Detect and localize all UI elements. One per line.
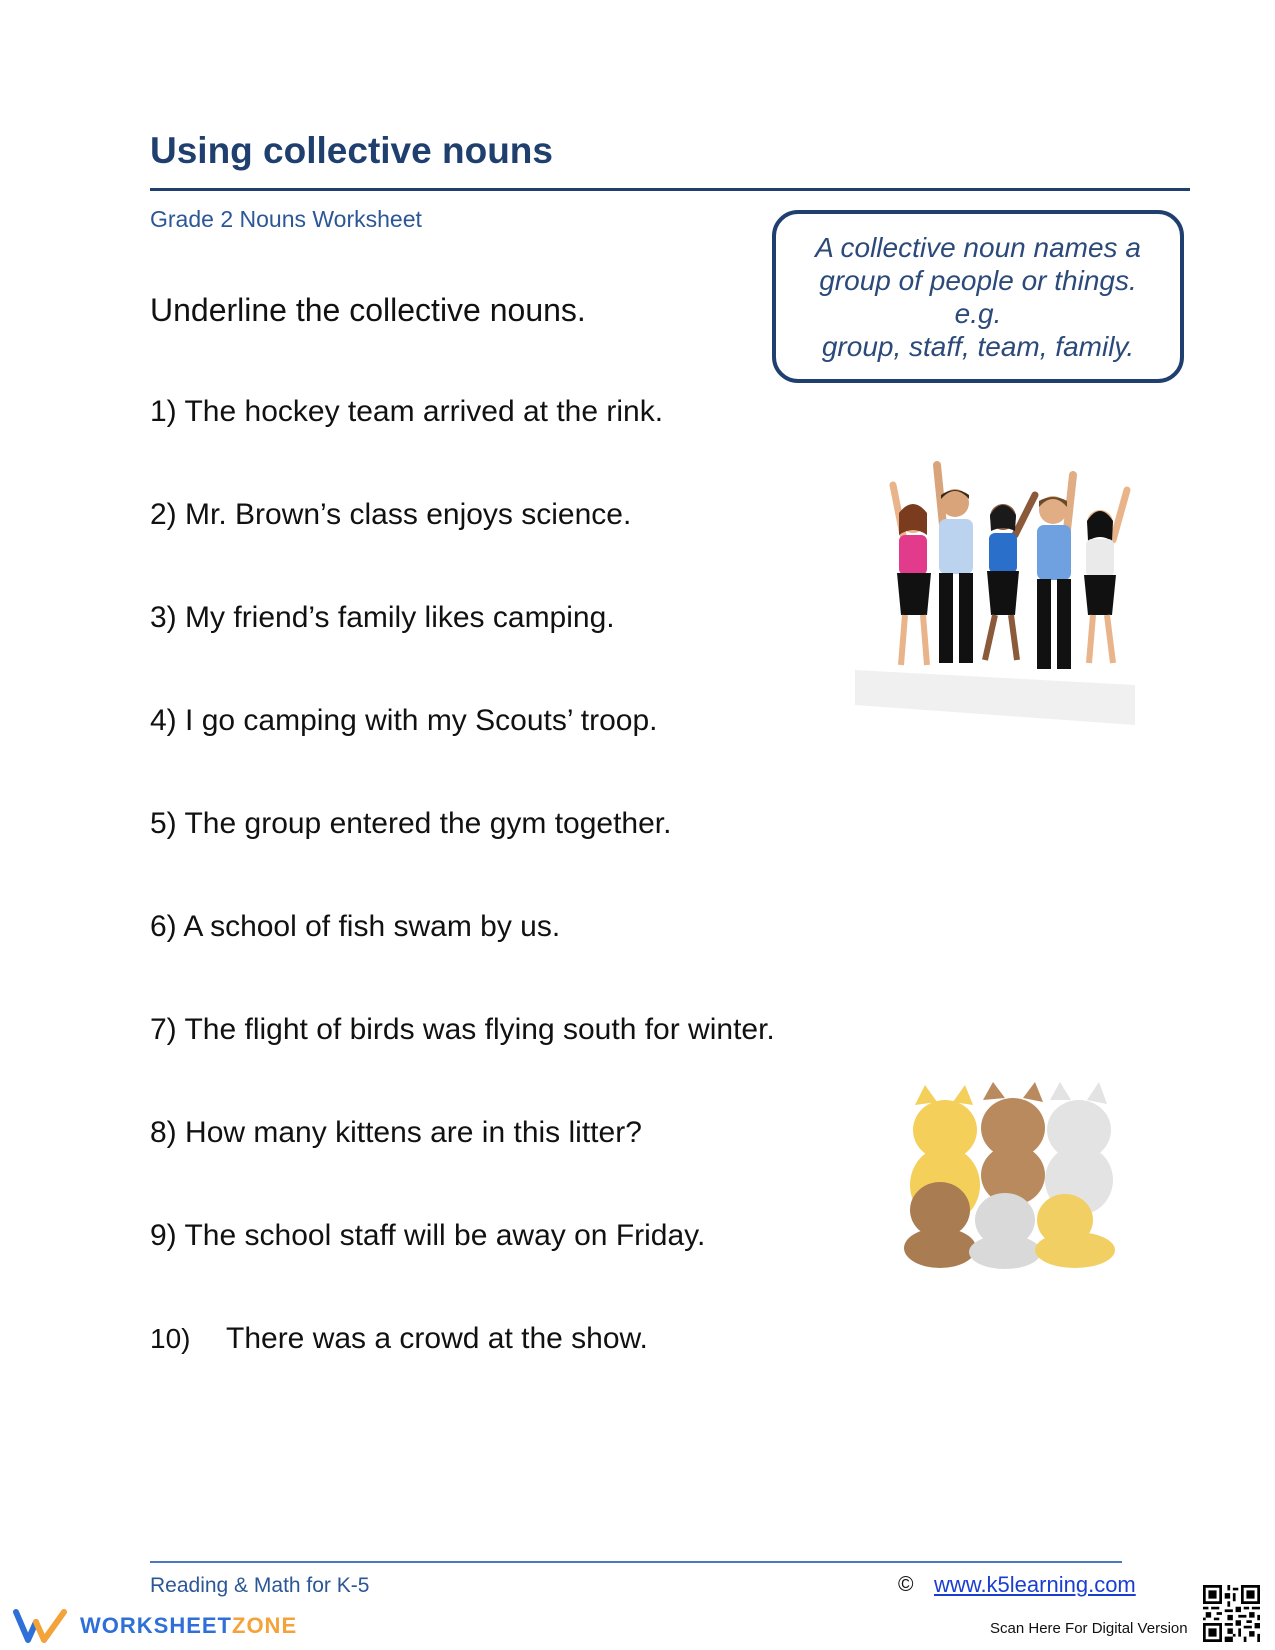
question-number: 8) [150,1116,177,1149]
question-text[interactable]: The flight of birds was flying south for winter. [184,1013,775,1046]
question-text[interactable]: Mr. Brown’s class enjoys science. [185,498,632,531]
question-text[interactable]: There was a crowd at the show. [226,1322,648,1355]
definition-line: group, staff, team, family. [821,330,1135,362]
brand-logo[interactable] [12,1608,297,1644]
question-item [150,804,671,844]
question-item [150,1010,775,1050]
question-text[interactable]: A school of fish swam by us. [183,910,561,943]
qr-code-icon[interactable] [1203,1585,1260,1642]
website-link[interactable]: www.k5learning.com [934,1572,1136,1597]
definition-line: A collective noun names a [815,231,1141,263]
question-item [150,392,663,432]
question-number: 5) [150,807,177,840]
question-number: 9) [150,1219,177,1252]
question-number: 1) [150,395,177,428]
title-divider [150,188,1190,191]
question-number: 2) [150,498,177,531]
footer-divider [150,1561,1122,1563]
page-title: Using collective nouns [150,130,553,171]
definition-box [772,210,1184,383]
kitten-figure [1045,1082,1113,1215]
kitten-figure [904,1182,976,1268]
person-figure [1084,490,1127,663]
question-text[interactable]: How many kittens are in this litter? [185,1116,642,1149]
cheering-group-illustration [855,455,1150,725]
question-text[interactable]: The school staff will be away on Friday. [184,1219,706,1252]
question-item [150,1319,648,1359]
definition-line: group of people or things. [819,264,1137,296]
question-text[interactable]: I go camping with my Scouts’ troop. [185,704,658,737]
worksheetzone-logo-icon [12,1608,72,1644]
instruction-text: Underline the collective nouns. [150,292,586,328]
person-figure [1037,475,1073,669]
question-number: 3) [150,601,177,634]
definition-line: e.g. [954,297,1002,329]
person-figure [937,465,973,663]
person-figure [985,495,1035,660]
question-item [150,1216,705,1256]
question-item [150,907,560,947]
question-number: 7) [150,1013,177,1046]
kitten-figure [981,1082,1045,1205]
question-item [150,598,615,638]
brand-name-part: ZONE [232,1613,298,1638]
brand-name-part: WORKSHEET [80,1613,232,1638]
question-item [150,701,657,741]
footer-tagline: Reading & Math for K-5 [150,1574,370,1597]
question-number: 4) [150,704,177,737]
question-item [150,1113,642,1153]
kitten-figure [1035,1194,1115,1268]
scan-label: Scan Here For Digital Version [990,1620,1188,1637]
worksheet-subtitle: Grade 2 Nouns Worksheet [150,206,422,232]
question-text[interactable]: The group entered the gym together. [184,807,672,840]
question-item [150,495,631,535]
person-figure [893,485,931,665]
copyright-symbol: © [898,1573,914,1596]
kitten-litter-illustration [895,1080,1125,1270]
question-text[interactable]: My friend’s family likes camping. [185,601,615,634]
question-number: 6) [150,910,177,943]
question-number: 10) [150,1323,191,1354]
kitten-figure [969,1193,1041,1269]
question-text[interactable]: The hockey team arrived at the rink. [184,395,664,428]
